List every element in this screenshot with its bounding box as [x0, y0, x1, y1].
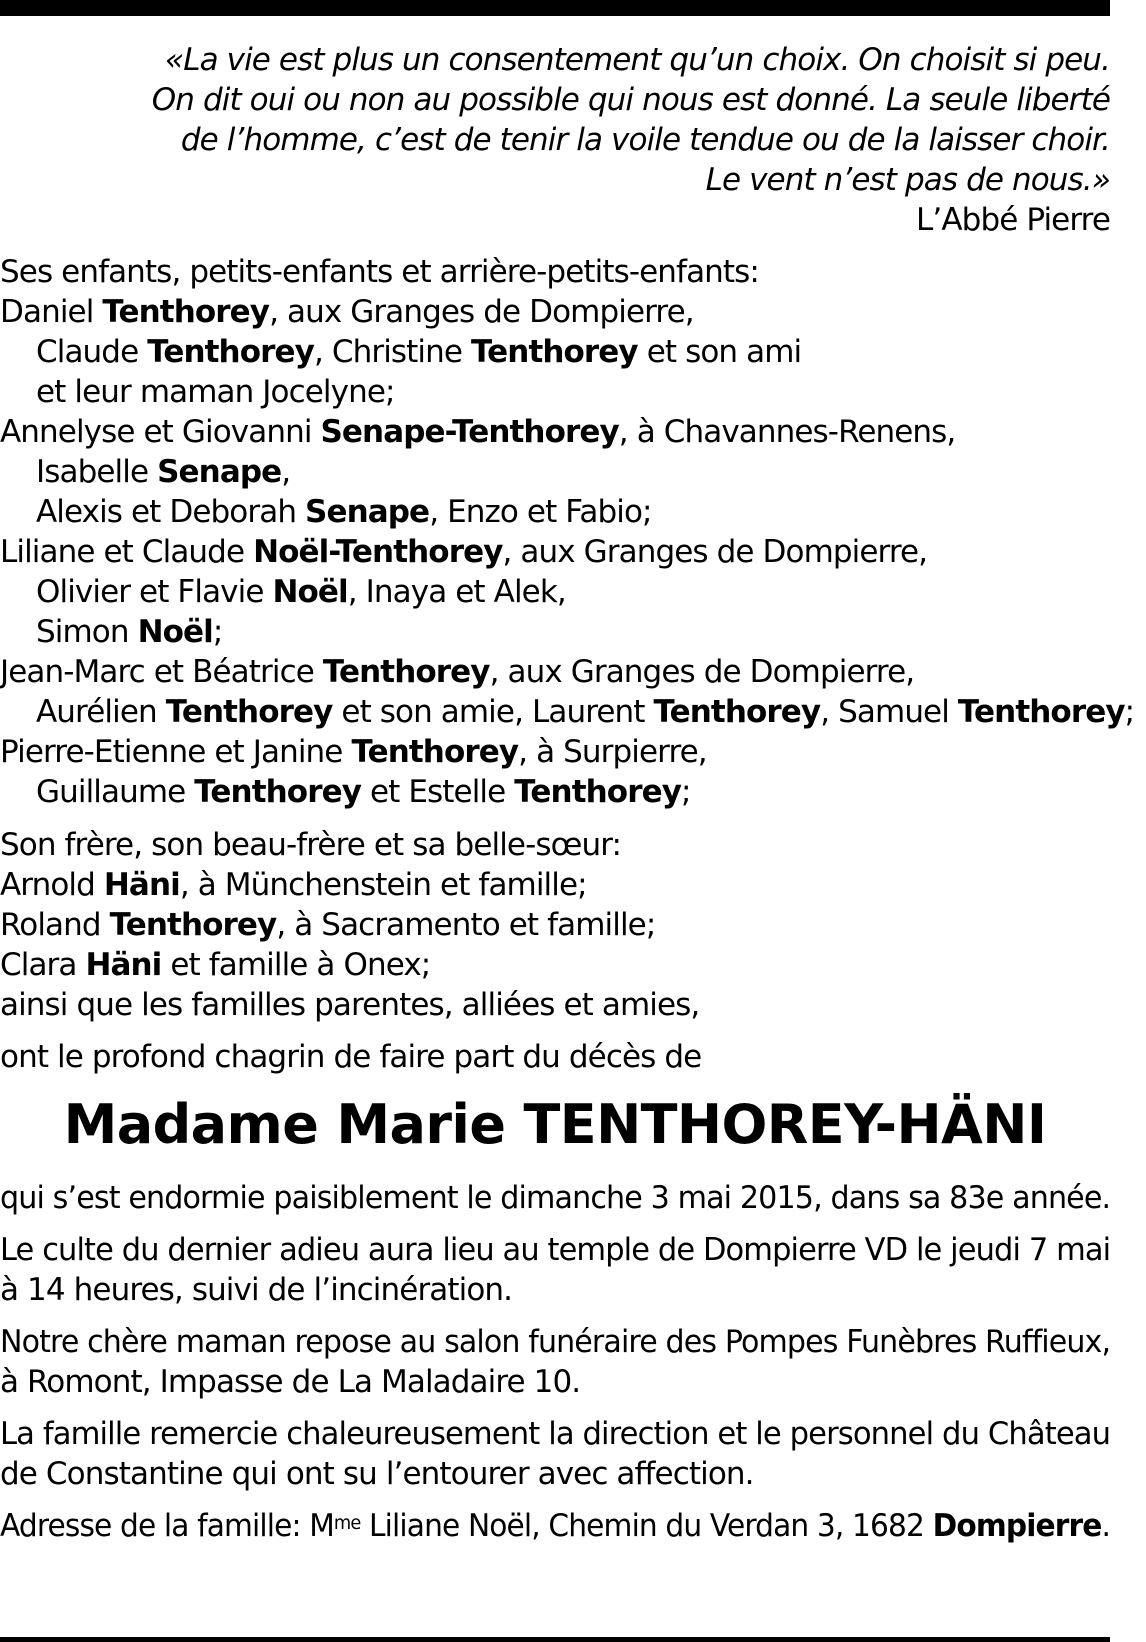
family-line: Roland Tenthorey, à Sacramento et famille;: [0, 907, 656, 943]
family-line: Guillaume Tenthorey et Estelle Tenthorey;: [36, 774, 691, 810]
detail-line: Le culte du dernier adieu aura lieu au temple de Dompierre VD le jeudi 7 mai: [0, 1232, 1111, 1268]
family-line: Olivier et Flavie Noël, Inaya et Alek,: [36, 574, 566, 610]
family-line: Annelyse et Giovanni Senape-Tenthorey, à Chavannes-Renens,: [0, 414, 956, 450]
family-line: Jean-Marc et Béatrice Tenthorey, aux Granges de Dompierre,: [0, 654, 915, 690]
quote-author: L’Abbé Pierre: [916, 202, 1110, 238]
family-line: Liliane et Claude Noël-Tenthorey, aux Granges de Dompierre,: [0, 534, 928, 570]
quote-line: Le vent n’est pas de nous.»: [705, 162, 1110, 198]
family-line: Arnold Häni, à Münchenstein et famille;: [0, 867, 587, 903]
quote-line: On dit oui ou non au possible qui nous est donné. La seule liberté: [151, 82, 1110, 118]
family-line: Simon Noël;: [36, 614, 223, 650]
family-line: Pierre-Etienne et Janine Tenthorey, à Surpierre,: [0, 734, 707, 770]
family-line: et leur maman Jocelyne;: [36, 374, 395, 410]
children-intro: Ses enfants, petits-enfants et arrière-petits-enfants:: [0, 254, 759, 290]
detail-line: Notre chère maman repose au salon funéraire des Pompes Funèbres Ruffieux,: [0, 1324, 1111, 1360]
family-line: Claude Tenthorey, Christine Tenthorey et son ami: [36, 334, 802, 370]
top-rule: [0, 0, 1110, 16]
quote-line: de l’homme, c’est de tenir la voile tendue ou de la laisser choir.: [180, 122, 1110, 158]
family-line: Isabelle Senape,: [36, 454, 291, 490]
family-line: Alexis et Deborah Senape, Enzo et Fabio;: [36, 494, 652, 530]
bottom-rule: [0, 1637, 1110, 1642]
announcement: ont le profond chagrin de faire part du décès de: [0, 1039, 702, 1075]
siblings-closing: ainsi que les familles parentes, alliées et amies,: [0, 987, 700, 1023]
detail-line: à Romont, Impasse de La Maladaire 10.: [0, 1364, 581, 1400]
detail-line: de Constantine qui ont su l’entourer avec affection.: [0, 1456, 754, 1492]
family-line: Daniel Tenthorey, aux Granges de Dompierre,: [0, 294, 694, 330]
detail-line: qui s’est endormie paisiblement le dimanche 3 mai 2015, dans sa 83e année.: [0, 1180, 1111, 1216]
detail-line: La famille remercie chaleureusement la direction et le personnel du Château: [0, 1416, 1111, 1452]
family-line: Clara Häni et famille à Onex;: [0, 947, 431, 983]
detail-line: à 14 heures, suivi de l’incinération.: [0, 1272, 513, 1308]
quote-line: «La vie est plus un consentement qu’un choix. On choisit si peu.: [164, 42, 1110, 78]
deceased-name: Madame Marie TENTHOREY-HÄNI: [63, 1093, 1047, 1156]
family-line: Aurélien Tenthorey et son amie, Laurent Tenthorey, Samuel Tenthorey;: [36, 694, 1135, 730]
family-address: Adresse de la famille: $M^{me}$ Liliane Noël, Chemin du Verdan 3, 1682 Dompierre.: [0, 1508, 1111, 1544]
siblings-intro: Son frère, son beau-frère et sa belle-sœur:: [0, 827, 622, 863]
